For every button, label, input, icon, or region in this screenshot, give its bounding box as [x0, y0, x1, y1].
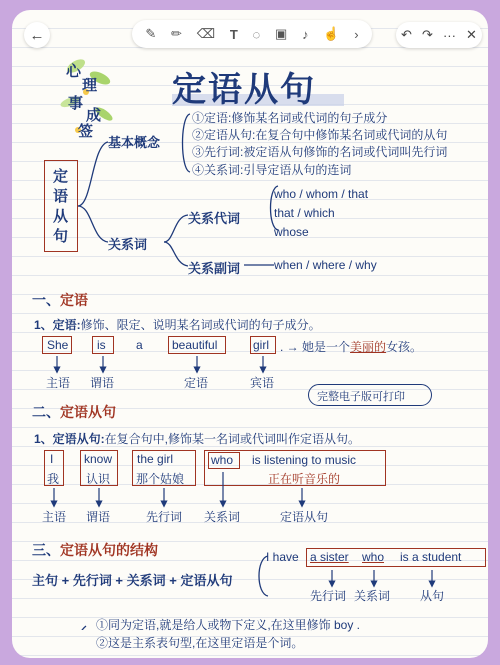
audio-tool-icon[interactable]: ♪ — [302, 26, 309, 42]
close-icon[interactable]: ✕ — [466, 27, 477, 42]
role-label: 宾语 — [250, 376, 275, 390]
concept-item: ④关系词:引导定语从句的连词 — [192, 163, 352, 177]
undo-icon[interactable]: ↶ — [401, 27, 412, 42]
role-label: 定语从句 — [280, 510, 329, 524]
pen-tool-icon[interactable]: ✎ — [145, 26, 157, 41]
role-label: 谓语 — [90, 376, 115, 390]
print-note: 完整电子版可打印 — [317, 391, 405, 403]
side-label-char: 定 — [53, 168, 69, 185]
sentence-word: is listening to music — [252, 453, 357, 467]
image-tool-icon[interactable]: ▣ — [275, 26, 288, 41]
relative-adverb-line: when / where / why — [274, 258, 377, 272]
example-word: a sister — [310, 550, 349, 564]
concept-item: ③先行词:被定语从句修饰的名词或代词叫先行词 — [192, 145, 448, 159]
sentence-word: She — [47, 338, 69, 352]
hand-tool-icon[interactable]: ☝ — [323, 26, 340, 41]
sentence-word: the girl — [137, 452, 174, 466]
role-label: 关系词 — [354, 589, 391, 603]
logo-char: 签 — [78, 123, 94, 140]
back-arrow-icon: ← — [29, 26, 45, 44]
relatives-heading: 关系词 — [108, 237, 148, 252]
side-label-char: 句 — [53, 228, 69, 245]
text-tool-icon[interactable]: T — [229, 26, 238, 42]
section-title: 定语从句 — [60, 404, 116, 420]
translation-text: 女孩。 — [386, 340, 423, 354]
role-label: 主语 — [42, 510, 67, 524]
example-word: who — [362, 550, 385, 564]
section-title: 定语 — [60, 292, 88, 308]
pencil-tool-icon[interactable]: ✏ — [171, 26, 182, 41]
definition-text: 修饰、限定、说明某名词或代词的句子成分。 — [80, 318, 321, 332]
definition-text: 在复合句中,修饰某一名词或代词叫作定语从句。 — [104, 432, 361, 446]
role-label: 关系词 — [204, 510, 241, 524]
relative-pronoun-line: whose — [274, 225, 309, 239]
structure-formula: 主句 + 先行词 + 关系词 + 定语从句 — [32, 573, 233, 588]
eraser-tool-icon[interactable]: ⌫ — [196, 26, 216, 41]
definition-lead: 1、定语从句: — [34, 432, 105, 446]
section-number: 一、 — [32, 292, 60, 308]
logo-char: 理 — [82, 77, 98, 94]
sentence-word: who — [211, 453, 234, 467]
sentence-word: girl — [253, 338, 270, 352]
more-icon[interactable]: ··· — [442, 27, 456, 43]
role-label: 从句 — [420, 589, 445, 603]
role-label: 谓语 — [86, 510, 111, 524]
side-label-char: 语 — [53, 188, 69, 205]
logo-char: 心 — [66, 63, 82, 80]
example-word: is a student — [400, 550, 462, 564]
structure-note: ②这是主系表句型,在这里定语是个词。 — [96, 636, 304, 650]
structure-note: ①同为定语,就是给人或物下定义,在这里修饰 boy . — [96, 618, 361, 632]
sentence-word: a — [136, 338, 143, 352]
role-label: 主语 — [46, 376, 71, 390]
basic-concepts-heading: 基本概念 — [108, 135, 161, 150]
definition-lead: 1、定语: — [34, 318, 81, 332]
sentence-word: beautiful — [172, 338, 218, 352]
chevron-right-icon[interactable]: › — [354, 26, 359, 42]
lasso-tool-icon[interactable]: ◌ — [252, 26, 261, 42]
role-label: 定语 — [184, 376, 209, 390]
section3-connectors — [12, 10, 488, 630]
relative-pronoun-line: that / which — [274, 206, 335, 220]
example-lead: I have — [266, 550, 299, 564]
sentence-word-zh: 正在听音乐的 — [268, 472, 341, 486]
relative-pronoun-label: 关系代词 — [188, 211, 241, 226]
redo-icon[interactable]: ↷ — [422, 27, 433, 42]
sentence-word-zh: 我 — [47, 472, 60, 486]
side-label-char: 从 — [53, 208, 69, 225]
sentence-word-zh: 那个姑娘 — [136, 472, 185, 486]
sentence-word: I — [50, 452, 54, 466]
page-title: 定语从句 — [172, 71, 316, 109]
section-number: 三、 — [32, 542, 60, 558]
translation-highlight: 美丽的 — [350, 340, 387, 354]
logo-char: 事 — [68, 95, 84, 112]
section-number: 二、 — [32, 404, 60, 420]
relative-adverb-label: 关系副词 — [188, 261, 241, 276]
sentence-word: is — [97, 338, 106, 352]
concept-item: ①定语:修饰某名词或代词的句子成分 — [192, 111, 388, 125]
section-title: 定语从句的结构 — [60, 542, 158, 558]
translation-text: . → 她是一个 — [280, 340, 351, 354]
logo-char: 成 — [86, 107, 102, 124]
sentence-word: know — [84, 452, 113, 466]
role-label: 先行词 — [310, 589, 347, 603]
relative-pronoun-line: who / whom / that — [274, 187, 369, 201]
note-page — [12, 10, 488, 658]
sentence-word-zh: 认识 — [86, 472, 111, 486]
role-label: 先行词 — [146, 510, 183, 524]
concept-item: ②定语从句:在复合句中修饰某名词或代词的从句 — [192, 128, 448, 142]
